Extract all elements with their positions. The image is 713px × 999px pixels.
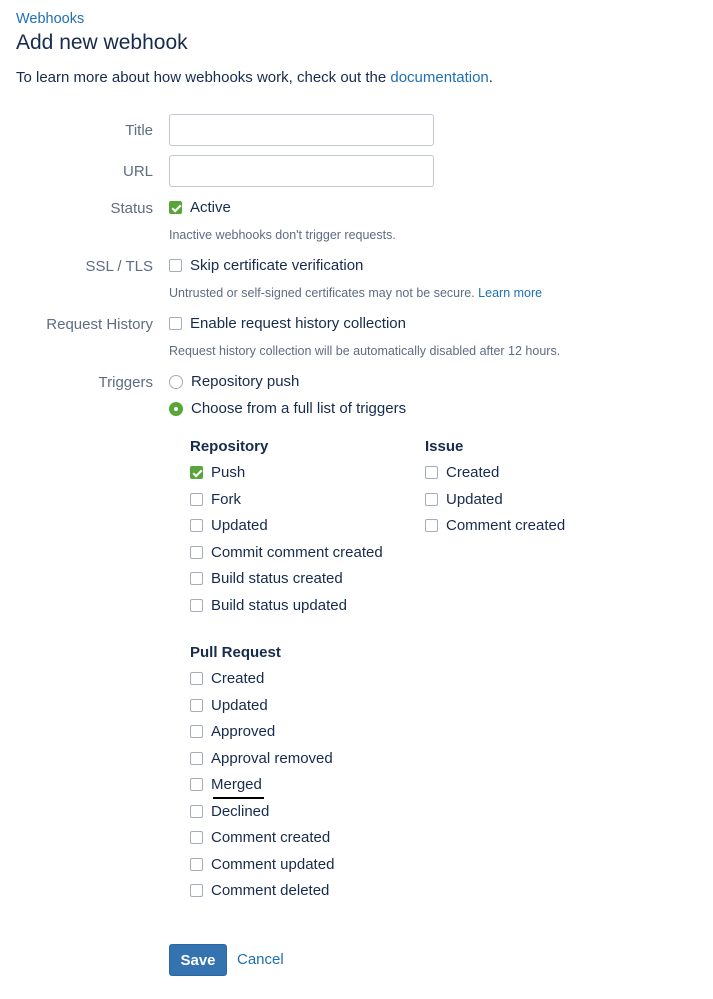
ssl-help-text: Untrusted or self-signed certificates may not be secure. bbox=[169, 286, 479, 300]
request-history-help: Request history collection will be automatically disabled after 12 hours. bbox=[169, 344, 561, 358]
issue-updated-checkbox[interactable] bbox=[425, 493, 438, 506]
repository-build-status-updated-label: Build status updated bbox=[211, 596, 347, 614]
pull-request-declined-label: Declined bbox=[211, 802, 270, 820]
repository-fork-label: Fork bbox=[211, 490, 241, 508]
pull-request-approval-removed-label: Approval removed bbox=[211, 749, 333, 767]
repository-trigger-updated[interactable] bbox=[190, 517, 268, 534]
repository-fork-checkbox[interactable] bbox=[190, 493, 203, 506]
breadcrumb-webhooks-link[interactable]: Webhooks bbox=[16, 11, 85, 27]
status-label: Status bbox=[110, 200, 153, 217]
pull-request-trigger-updated[interactable] bbox=[190, 697, 268, 714]
cancel-link[interactable]: Cancel bbox=[237, 951, 284, 968]
pull-request-group-title: Pull Request bbox=[190, 644, 281, 661]
documentation-link[interactable]: documentation bbox=[390, 69, 489, 86]
ssl-skip-checkbox[interactable] bbox=[169, 259, 182, 272]
trigger-repository-push-label: Repository push bbox=[191, 373, 300, 390]
title-label: Title bbox=[125, 122, 153, 139]
title-input[interactable] bbox=[169, 114, 434, 146]
issue-comment-created-checkbox[interactable] bbox=[425, 519, 438, 532]
issue-updated-label: Updated bbox=[446, 490, 503, 508]
pull-request-trigger-approval-removed[interactable] bbox=[190, 750, 333, 767]
status-active-checkbox[interactable] bbox=[169, 201, 182, 214]
pull-request-updated-checkbox[interactable] bbox=[190, 699, 203, 712]
pull-request-created-checkbox[interactable] bbox=[190, 672, 203, 685]
pull-request-approval-removed-checkbox[interactable] bbox=[190, 752, 203, 765]
pull-request-trigger-comment-created[interactable] bbox=[190, 829, 330, 846]
ssl-skip-option[interactable] bbox=[169, 257, 363, 274]
pull-request-comment-deleted-label: Comment deleted bbox=[211, 882, 330, 899]
status-active-option[interactable] bbox=[169, 199, 231, 216]
ssl-skip-label: Skip certificate verification bbox=[190, 257, 364, 274]
repository-trigger-build-status-created[interactable] bbox=[190, 570, 343, 587]
repository-build-status-updated-checkbox[interactable] bbox=[190, 599, 203, 612]
repository-updated-label: Updated bbox=[211, 517, 268, 534]
repository-push-label: Push bbox=[211, 464, 246, 481]
repository-trigger-build-status-updated[interactable] bbox=[190, 597, 347, 614]
request-history-option-label: Enable request history collection bbox=[190, 315, 406, 332]
issue-trigger-updated[interactable] bbox=[425, 491, 503, 508]
pull-request-merged-checkbox[interactable] bbox=[190, 778, 203, 791]
issue-comment-created-label: Comment created bbox=[446, 517, 566, 534]
repository-commit-comment-created-checkbox[interactable] bbox=[190, 546, 203, 559]
status-active-label: Active bbox=[190, 199, 231, 216]
ssl-help bbox=[169, 286, 542, 300]
pull-request-trigger-comment-deleted[interactable] bbox=[190, 882, 329, 899]
learn-more-link[interactable]: Learn more bbox=[478, 286, 543, 300]
issue-group-title: Issue bbox=[425, 438, 464, 455]
request-history-option[interactable] bbox=[169, 315, 406, 332]
pull-request-created-label: Created bbox=[211, 670, 265, 687]
repository-commit-comment-created-label: Commit comment created bbox=[211, 543, 383, 561]
pull-request-approved-label: Approved bbox=[211, 723, 276, 740]
triggers-label: Triggers bbox=[98, 374, 153, 391]
repository-trigger-fork[interactable] bbox=[190, 491, 241, 508]
request-history-checkbox[interactable] bbox=[169, 317, 182, 330]
trigger-repository-push-option[interactable] bbox=[169, 373, 299, 390]
repository-push-checkbox[interactable] bbox=[190, 466, 203, 479]
pull-request-updated-label: Updated bbox=[211, 696, 268, 714]
status-help: Inactive webhooks don't trigger requests. bbox=[169, 228, 396, 242]
pull-request-approved-checkbox[interactable] bbox=[190, 725, 203, 738]
issue-created-label: Created bbox=[446, 464, 500, 481]
issue-trigger-comment-created[interactable] bbox=[425, 517, 565, 534]
trigger-repository-push-radio[interactable] bbox=[169, 375, 183, 389]
ssl-label: SSL / TLS bbox=[85, 258, 153, 275]
request-history-label: Request History bbox=[46, 316, 153, 333]
repository-build-status-created-label: Build status created bbox=[211, 570, 343, 587]
pull-request-trigger-created[interactable] bbox=[190, 670, 264, 687]
pull-request-declined-checkbox[interactable] bbox=[190, 805, 203, 818]
url-label: URL bbox=[122, 163, 153, 180]
pull-request-trigger-comment-updated[interactable] bbox=[190, 856, 334, 873]
repository-updated-checkbox[interactable] bbox=[190, 519, 203, 532]
pull-request-comment-created-checkbox[interactable] bbox=[190, 831, 203, 844]
page-title: Add new webhook bbox=[16, 31, 188, 54]
pull-request-merged-label: Merged bbox=[211, 776, 262, 793]
pull-request-comment-created-label: Comment created bbox=[211, 829, 331, 846]
save-button[interactable]: Save bbox=[169, 944, 227, 976]
repository-trigger-push[interactable] bbox=[190, 464, 245, 481]
repository-group-title: Repository bbox=[190, 438, 269, 455]
pull-request-trigger-declined[interactable] bbox=[190, 803, 269, 820]
intro-text bbox=[16, 69, 493, 86]
intro-suffix: . bbox=[488, 69, 493, 86]
pull-request-trigger-approved[interactable] bbox=[190, 723, 275, 740]
repository-trigger-commit-comment-created[interactable] bbox=[190, 544, 383, 561]
trigger-full-list-option[interactable] bbox=[169, 400, 406, 417]
intro-text-body: To learn more about how webhooks work, check out the bbox=[16, 69, 391, 86]
issue-created-checkbox[interactable] bbox=[425, 466, 438, 479]
trigger-full-list-radio[interactable] bbox=[169, 402, 183, 416]
pull-request-trigger-merged[interactable] bbox=[190, 776, 262, 793]
pull-request-comment-updated-label: Comment updated bbox=[211, 855, 335, 873]
pull-request-comment-deleted-checkbox[interactable] bbox=[190, 884, 203, 897]
issue-trigger-created[interactable] bbox=[425, 464, 499, 481]
pull-request-comment-updated-checkbox[interactable] bbox=[190, 858, 203, 871]
url-input[interactable] bbox=[169, 155, 434, 187]
trigger-full-list-label: Choose from a full list of triggers bbox=[191, 400, 407, 417]
repository-build-status-created-checkbox[interactable] bbox=[190, 572, 203, 585]
merged-underline bbox=[213, 797, 264, 799]
